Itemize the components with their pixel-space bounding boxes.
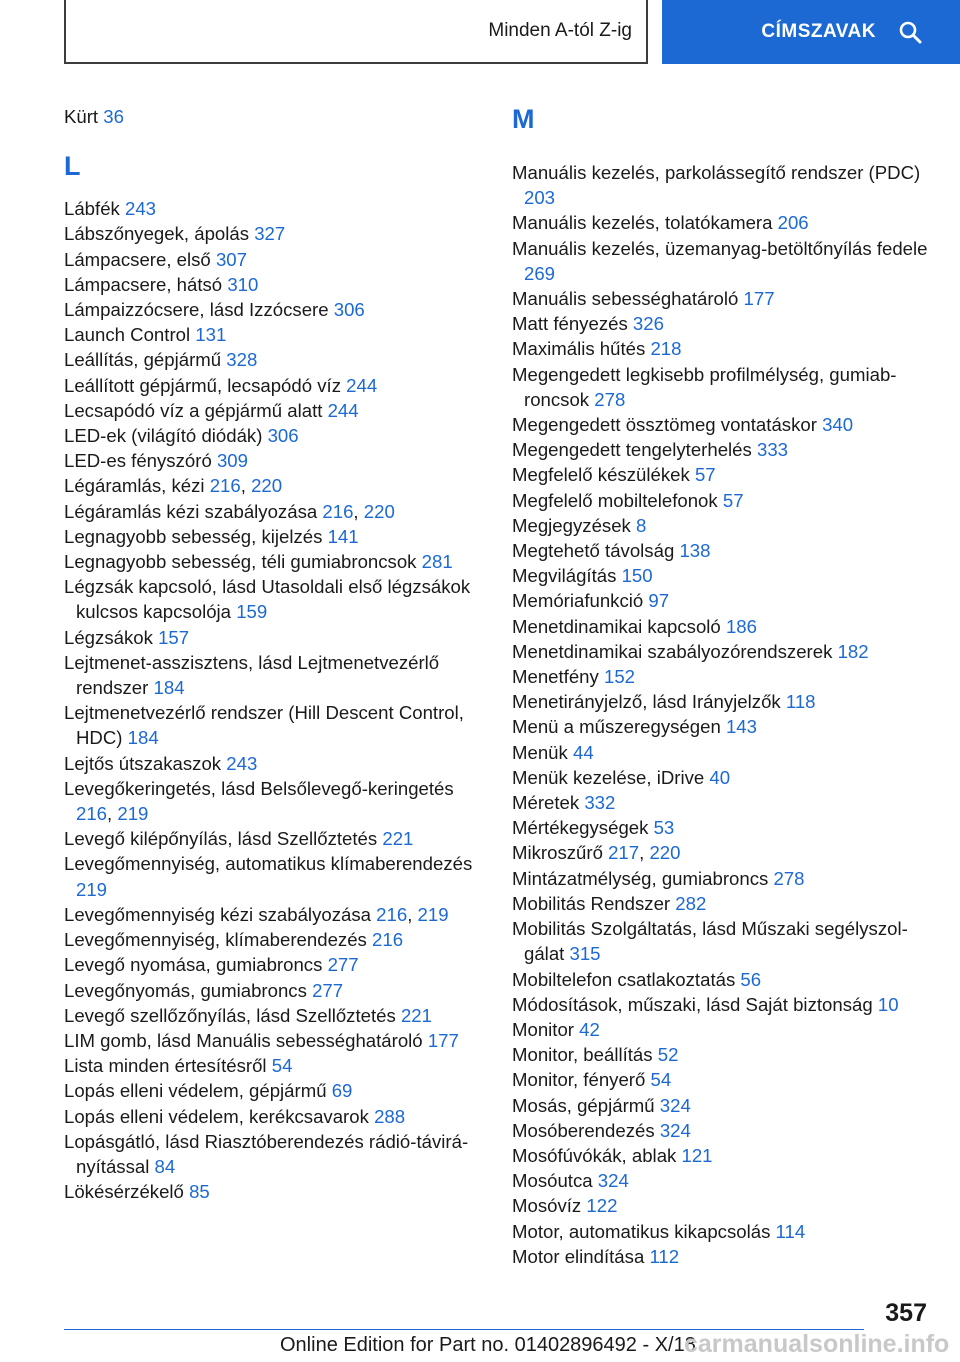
- index-entry: [512, 765, 932, 790]
- index-entry-text: Lejtős útszakaszok: [64, 752, 227, 774]
- page-link[interactable]: 277: [312, 979, 344, 1001]
- page-separator: ,: [240, 475, 252, 497]
- page-link[interactable]: 221: [400, 1004, 432, 1026]
- page-link[interactable]: 84: [154, 1155, 176, 1177]
- index-entry: [512, 1143, 932, 1168]
- index-entry: [512, 1168, 932, 1193]
- index-entry: [512, 1093, 932, 1118]
- index-entry-text: Menetdinamikai kapcsoló: [512, 615, 726, 637]
- index-entry-text: Mosóberendezés: [512, 1119, 660, 1141]
- page-link[interactable]: 310: [227, 273, 259, 295]
- page-link[interactable]: 152: [604, 666, 636, 688]
- index-entry-text: Manuális kezelés, üzemanyag-betöltőnyílás fedele: [512, 237, 928, 259]
- index-entry: [64, 1129, 484, 1179]
- index-entry: [512, 840, 932, 865]
- index-entry-text: Manuális kezelés, tolatókamera: [512, 212, 778, 234]
- page-link[interactable]: 203: [524, 187, 556, 209]
- index-entry-text: Leállított gépjármű, lecsapódó víz: [64, 374, 347, 396]
- index-entry-text: Mosás, gépjármű: [512, 1094, 660, 1116]
- index-entry-text: Lejtmenetvezérlő rendszer (Hill Descent Control, HDC): [64, 702, 464, 749]
- page-link[interactable]: 324: [659, 1094, 691, 1116]
- page-link[interactable]: 184: [153, 677, 185, 699]
- index-entry-text: Menetirányjelző, lásd Irányjelzők: [512, 691, 786, 713]
- index-entry-text: Levegőkeringetés, lásd Belsőlevegő-keringetés: [64, 777, 454, 799]
- page-separator: ,: [407, 903, 418, 925]
- index-entry-text: Lábszőnyegek, ápolás: [64, 223, 255, 245]
- index-entry: [512, 236, 932, 286]
- index-entry-text: Módosítások, műszaki, lásd Saját biztonság: [512, 993, 878, 1015]
- index-entry: [64, 373, 484, 398]
- index-entry: [512, 462, 932, 487]
- index-entry-text: Monitor: [512, 1018, 580, 1040]
- tab-a-to-z[interactable]: [64, 0, 648, 64]
- page-link[interactable]: 220: [649, 842, 681, 864]
- index-entry: [64, 574, 484, 624]
- index-entry-text: Légáramlás kézi szabályozása: [64, 500, 323, 522]
- index-entry: [512, 588, 932, 613]
- index-entry: [64, 347, 484, 372]
- page-link[interactable]: 243: [125, 198, 157, 220]
- page-link[interactable]: 53: [653, 817, 675, 839]
- index-entry: [64, 549, 484, 574]
- index-entry-text: Lopás elleni védelem, kerékcsavarok: [64, 1105, 375, 1127]
- index-entry-text: Légzsák kapcsoló, lásd Utasoldali első légzsákok kulcsos kapcsolója: [64, 576, 471, 623]
- index-entry-text: Manuális kezelés, parkolássegítő rendszer (PDC): [512, 162, 921, 183]
- page-link[interactable]: 216: [76, 803, 108, 825]
- index-entry-text: Levegő kilépőnyílás, lásd Szellőztetés: [64, 828, 383, 850]
- index-entry-text: Menetfény: [512, 666, 604, 688]
- index-entry: [512, 639, 932, 664]
- page-link[interactable]: 306: [333, 299, 365, 321]
- page-link[interactable]: 182: [837, 640, 869, 662]
- index-entry-text: Lámpaizzócsere, lásd Izzócsere: [64, 299, 334, 321]
- page-number: 357: [885, 1299, 927, 1327]
- index-entry: [512, 1042, 932, 1067]
- tab-keywords-label: CÍMSZAVAK: [761, 21, 876, 42]
- index-entry: [512, 412, 932, 437]
- page-link[interactable]: 340: [822, 414, 854, 436]
- index-entry: [64, 751, 484, 776]
- index-entry-text: Levegő szellőzőnyílás, lásd Szellőztetés: [64, 1004, 401, 1026]
- page-link[interactable]: 278: [773, 867, 805, 889]
- page-link[interactable]: 112: [649, 1245, 680, 1267]
- index-entry: [64, 448, 484, 473]
- page-link[interactable]: 219: [417, 903, 449, 925]
- page-link[interactable]: 54: [650, 1069, 672, 1091]
- page-link[interactable]: 216: [322, 500, 354, 522]
- index-entry: [512, 538, 932, 563]
- page-link[interactable]: 8: [636, 514, 647, 536]
- index-entry-text: Legnagyobb sebesség, téli gumiabroncsok: [64, 551, 422, 573]
- index-entry: [512, 1219, 932, 1244]
- page-link[interactable]: 332: [584, 792, 616, 814]
- index-entry-text: LED-ek (világító diódák): [64, 425, 268, 447]
- page-link[interactable]: 177: [743, 288, 775, 310]
- page-link[interactable]: 243: [226, 752, 258, 774]
- page-link[interactable]: 315: [569, 943, 601, 965]
- footer-watermark: carmanualsonline.info: [684, 1330, 950, 1358]
- index-entry-text: Kürt: [64, 106, 104, 127]
- page-link[interactable]: 217: [608, 842, 640, 864]
- page-link[interactable]: 306: [267, 425, 299, 447]
- index-entry: [512, 210, 932, 235]
- page-link[interactable]: 122: [586, 1195, 618, 1217]
- page-link[interactable]: 131: [195, 324, 227, 346]
- page-link[interactable]: 327: [254, 223, 286, 245]
- index-entry-text: Mobilitás Szolgáltatás, lásd Műszaki segélyszolgálat: [512, 918, 908, 965]
- page-link[interactable]: 36: [103, 106, 124, 127]
- index-entry-text: LIM gomb, lásd Manuális sebességhatároló: [64, 1029, 428, 1051]
- index-entry-text: Lámpacsere, első: [64, 248, 216, 270]
- index-entry: [64, 826, 484, 851]
- page-link[interactable]: 269: [524, 262, 556, 284]
- index-entry: [512, 689, 932, 714]
- index-entry-text: Lecsapódó víz a gépjármű alatt: [64, 399, 328, 421]
- index-entry: [512, 1067, 932, 1092]
- index-entry-text: Lista minden értesítésről: [64, 1055, 272, 1077]
- index-entry: [512, 513, 932, 538]
- page-link[interactable]: 186: [725, 615, 757, 637]
- index-entry-text: Lámpacsere, hátsó: [64, 273, 228, 295]
- tab-a-to-z-label: Minden A-tól Z-ig: [488, 20, 632, 41]
- index-entry: [512, 790, 932, 815]
- index-entry: [512, 866, 932, 891]
- index-entry-text: Megtehető távolság: [512, 540, 680, 562]
- index-entry: [512, 916, 932, 966]
- index-entry: [64, 1053, 484, 1078]
- index-entry: [64, 927, 484, 952]
- index-entry-text: Lopás elleni védelem, gépjármű: [64, 1080, 332, 1102]
- page-link[interactable]: 220: [363, 500, 395, 522]
- index-entry: [64, 423, 484, 448]
- index-entry: [64, 473, 484, 498]
- index-entry: [512, 967, 932, 992]
- page-link[interactable]: 309: [216, 450, 248, 472]
- page-link[interactable]: 57: [722, 489, 744, 511]
- page-link[interactable]: 118: [785, 691, 816, 713]
- index-entry: [64, 499, 484, 524]
- index-entry-text: Matt fényezés: [512, 313, 633, 335]
- page-link[interactable]: 278: [594, 388, 626, 410]
- index-entry: [512, 362, 932, 412]
- page-separator: ,: [353, 500, 364, 522]
- index-entry: [64, 625, 484, 650]
- page-link[interactable]: 277: [327, 954, 359, 976]
- index-entry: [64, 272, 484, 297]
- index-entry-text: Mintázatmélység, gumiabroncs: [512, 867, 774, 889]
- page-link[interactable]: 40: [709, 766, 731, 788]
- footer-edition: Online Edition for Part no. 01402896492 - X/18: [280, 1334, 696, 1356]
- index-entry: [512, 815, 932, 840]
- page-link[interactable]: 281: [421, 551, 453, 573]
- index-entry: [64, 700, 484, 750]
- page-link[interactable]: 184: [127, 727, 159, 749]
- page-link[interactable]: 216: [376, 903, 408, 925]
- index-entry: [64, 1003, 484, 1028]
- index-entry-text: Memóriafunkció: [512, 590, 649, 612]
- index-entry: [64, 902, 484, 927]
- index-entry-text: Mosóvíz: [512, 1195, 587, 1217]
- index-entry-text: Motor elindítása: [512, 1245, 650, 1267]
- page-link[interactable]: 218: [650, 338, 682, 360]
- index-column-right: [512, 104, 932, 1269]
- page-link[interactable]: 206: [777, 212, 809, 234]
- index-entry: [512, 311, 932, 336]
- index-entry-text: Lökésérzékelő: [64, 1181, 190, 1203]
- index-entry-text: Megvilágítás: [512, 565, 622, 587]
- index-entry-text: Megengedett össztömeg vontatáskor: [512, 414, 823, 436]
- page-link[interactable]: 288: [374, 1105, 406, 1127]
- index-entry-text: Mobilitás Rendszer: [512, 892, 676, 914]
- page-link[interactable]: 138: [679, 540, 711, 562]
- index-entry-text: Motor, automatikus kikapcsolás: [512, 1220, 776, 1242]
- index-entry: [64, 776, 484, 826]
- index-entry-text: Menetdinamikai szabályozórendszerek: [512, 640, 838, 662]
- page-link[interactable]: 97: [648, 590, 670, 612]
- index-entry: [64, 1104, 484, 1129]
- page-link[interactable]: 282: [675, 892, 707, 914]
- page-link[interactable]: 216: [209, 475, 241, 497]
- search-icon[interactable]: [898, 20, 922, 44]
- page-link[interactable]: 159: [236, 601, 268, 623]
- index-entry: [512, 664, 932, 689]
- page-link[interactable]: 324: [597, 1170, 629, 1192]
- index-entry-text: Menük kezelése, iDrive: [512, 766, 710, 788]
- index-entry-text: Lopásgátló, lásd Riasztóberendezés rádió-távirányítással: [64, 1130, 469, 1177]
- index-entry-text: Mértékegységek: [512, 817, 654, 839]
- index-entry-text: Megengedett tengelyterhelés: [512, 439, 757, 461]
- index-entry: [64, 104, 484, 129]
- index-entry-text: Maximális hűtés: [512, 338, 651, 360]
- page-link[interactable]: 150: [621, 565, 653, 587]
- index-entry: [64, 221, 484, 246]
- page-link[interactable]: 141: [327, 525, 359, 547]
- page-link[interactable]: 42: [579, 1018, 600, 1040]
- index-entry-text: Mikroszűrő: [512, 842, 609, 864]
- page-link[interactable]: 52: [657, 1044, 679, 1066]
- index-entry-text: Mosóutca: [512, 1170, 598, 1192]
- page-link[interactable]: 333: [757, 439, 789, 461]
- index-entry: [512, 1017, 932, 1042]
- page-link[interactable]: 328: [226, 349, 258, 371]
- index-entry: [512, 891, 932, 916]
- index-entry: [64, 322, 484, 347]
- page-link[interactable]: 216: [372, 929, 404, 951]
- page-link[interactable]: 114: [775, 1220, 806, 1242]
- page-link[interactable]: 244: [327, 399, 359, 421]
- index-entry-text: Levegőmennyiség, automatikus klímaberendezés: [64, 853, 473, 875]
- index-entry-text: Levegőnyomás, gumiabroncs: [64, 979, 313, 1001]
- page-link[interactable]: 157: [158, 626, 190, 648]
- index-entry: [64, 851, 484, 901]
- index-entry-text: Monitor, beállítás: [512, 1044, 658, 1066]
- page-link[interactable]: 324: [659, 1119, 691, 1141]
- index-entry: [512, 740, 932, 765]
- index-entry-text: Levegő nyomása, gumiabroncs: [64, 954, 328, 976]
- index-entry-text: Lábfék: [64, 198, 125, 220]
- index-entry: [64, 650, 484, 700]
- index-entry-text: Legnagyobb sebesség, kijelzés: [64, 525, 328, 547]
- index-entry: [64, 1078, 484, 1103]
- index-entry: [512, 437, 932, 462]
- page-link[interactable]: 143: [725, 716, 757, 738]
- page-link[interactable]: 219: [117, 803, 149, 825]
- index-entry-text: Méretek: [512, 792, 585, 814]
- page-link[interactable]: 219: [76, 878, 108, 900]
- index-entry-text: Megengedett legkisebb profilmélység, gumiabroncsok: [512, 363, 897, 410]
- index-entry-text: Menük: [512, 741, 573, 763]
- index-entry: [64, 247, 484, 272]
- index-entry: [512, 1193, 932, 1218]
- index-entry-text: Launch Control: [64, 324, 196, 346]
- index-entry-text: Megjegyzések: [512, 514, 637, 536]
- page-link[interactable]: 57: [694, 464, 716, 486]
- index-entry: [64, 1028, 484, 1053]
- index-entry: [64, 297, 484, 322]
- page-link[interactable]: 10: [877, 993, 899, 1015]
- index-entry-text: Monitor, fényerő: [512, 1069, 651, 1091]
- index-entry-text: Leállítás, gépjármű: [64, 349, 227, 371]
- index-entry: [512, 336, 932, 361]
- index-section-letter: M: [512, 104, 535, 134]
- page-link[interactable]: 307: [215, 248, 247, 270]
- page-link[interactable]: 177: [427, 1029, 459, 1051]
- index-entry: [512, 160, 932, 210]
- index-entry: [64, 524, 484, 549]
- page-link[interactable]: 54: [271, 1055, 293, 1077]
- index-entry: [512, 992, 932, 1017]
- index-entry: [512, 286, 932, 311]
- index-entry: [64, 1179, 484, 1204]
- page-link[interactable]: 121: [681, 1144, 713, 1166]
- index-entry-text: Menü a műszeregységen: [512, 716, 726, 738]
- page-link[interactable]: 69: [331, 1080, 353, 1102]
- index-entry: [64, 398, 484, 423]
- page-link[interactable]: 221: [382, 828, 414, 850]
- index-entry: [64, 978, 484, 1003]
- index-entry: [512, 1244, 932, 1269]
- page-link[interactable]: 326: [632, 313, 664, 335]
- index-entry: [512, 1118, 932, 1143]
- index-entry-text: Légzsákok: [64, 626, 159, 648]
- page-separator: ,: [639, 842, 650, 864]
- index-entry-text: Légáramlás, kézi: [64, 475, 210, 497]
- index-entry-text: Lejtmenet-asszisztens, lásd Lejtmenetvezérlő rendszer: [64, 651, 440, 699]
- index-entry-text: Megfelelő készülékek: [512, 464, 695, 486]
- index-entry-text: Megfelelő mobiltelefonok: [512, 489, 723, 511]
- index-entry: [512, 488, 932, 513]
- index-entry-text: Mosófúvókák, ablak: [512, 1144, 682, 1166]
- page-link[interactable]: 85: [189, 1181, 210, 1203]
- page-link[interactable]: 244: [346, 374, 378, 396]
- index-entry: [64, 952, 484, 977]
- index-entry-text: Mobiltelefon csatlakoztatás: [512, 968, 741, 990]
- page-link[interactable]: 220: [251, 475, 283, 497]
- index-entry: [512, 714, 932, 739]
- page-link[interactable]: 44: [572, 741, 594, 763]
- index-entry-text: Levegőmennyiség kézi szabályozása: [64, 903, 377, 925]
- tab-keywords[interactable]: [662, 0, 960, 64]
- index-section-letter: L: [64, 151, 81, 182]
- page-separator: ,: [107, 803, 118, 825]
- index-column-left: [64, 104, 484, 1204]
- index-entry-text: Manuális sebességhatároló: [512, 288, 744, 310]
- index-entry: [64, 196, 484, 221]
- index-entry-text: LED-es fényszóró: [64, 450, 217, 472]
- page-link[interactable]: 56: [740, 968, 762, 990]
- index-entry: [512, 563, 932, 588]
- index-entry-text: Levegőmennyiség, klímaberendezés: [64, 929, 373, 951]
- index-entry: [512, 614, 932, 639]
